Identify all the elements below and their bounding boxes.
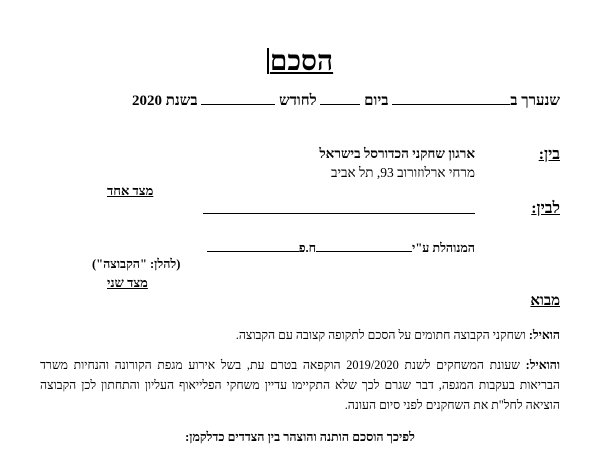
party-two-name-blank[interactable] [203,213,475,214]
day-label: ביום [364,93,389,109]
hp-blank[interactable] [207,238,299,252]
month-label: לחודש [279,93,317,109]
party-two-side: מצד שני [107,275,148,290]
signed-date-line [132,91,560,110]
between-label: בין: [538,146,560,163]
year-label: בשנת 2020 [131,93,198,109]
whereas-1-text: ושחקני הקבוצה חתומים על הסכם לתקופה קצובה עם הקבוצה. [235,328,526,342]
document-title: הסכם [0,46,600,78]
intro-heading: מבוא [530,293,560,309]
and-between-label: לבין: [531,200,560,217]
whereas-paragraph-2 [40,355,560,415]
month-blank[interactable] [201,91,275,105]
party-one-name: ארגון שחקני הכדורסל בישראל [319,146,475,161]
whereas-2-label: והואיל: [525,358,560,372]
signed-prefix: שנערך ב [510,93,560,109]
hp-label: ח.פ [298,241,317,255]
whereas-1-label: הואיל: [528,328,560,342]
text-cursor [267,48,269,74]
manager-blank[interactable] [316,238,412,252]
conclusion-heading: לפיכך הוסכם הותנה והוצהר בין הצדדים כדלקמן: [185,430,415,444]
whereas-2-text: שעונת המשחקים לשנת 2019/2020 הוקפאה בטרם עת, בשל אירוע מגפת הקורונה והנחיות משרד הבריאות בעקבות המגפה, דבר שגרם לכך שלא התקיימו עדיין משחקי הפלייאוף העליון והתחתון לכן הקבוצה הוציאה לחל"ת את השחקנים לפני סיום העונה. [40,358,560,412]
managed-by-line [207,238,475,256]
place-blank[interactable] [392,91,510,105]
whereas-paragraph-1 [40,325,560,345]
party-one-address: מרחי ארלוזורוב 93, תל אביב [330,165,475,180]
hereinafter-label: (להלן: "הקבוצה") [92,257,181,271]
party-one-side: מצד אחד [107,183,154,198]
day-blank[interactable] [320,91,360,105]
managed-by-label: המנוהלת ע"י [412,241,475,255]
